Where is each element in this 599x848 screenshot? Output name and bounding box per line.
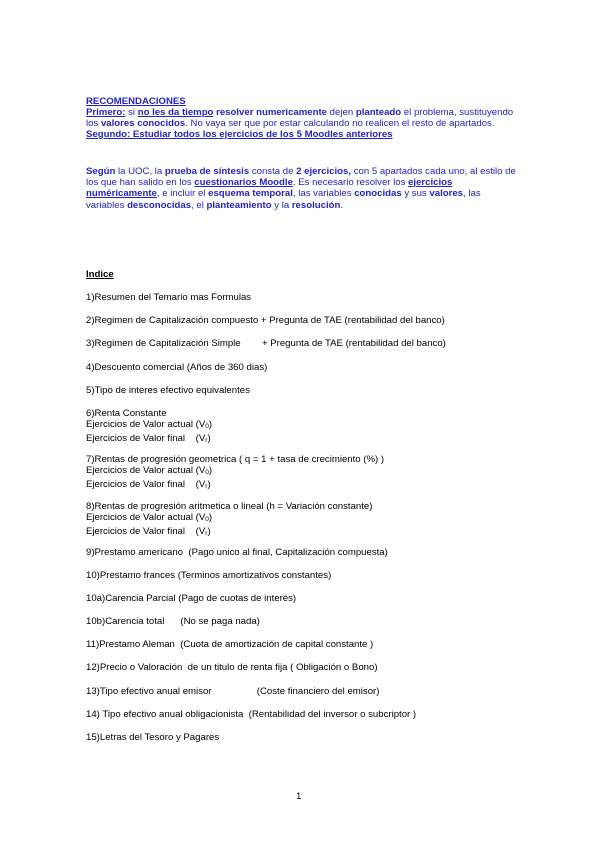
index-item-10: 10)Prestamo frances (Terminos amortizativos constantes)	[86, 570, 332, 581]
index-item-14: 14) Tipo efectivo anual obligacionista (Rentabilidad del inversor o subcriptor )	[86, 709, 417, 720]
page-number: 1	[296, 791, 302, 802]
sub-item-valor-final: Ejercicios de Valor final $(V_r)$	[86, 432, 211, 444]
recommendations-section	[86, 96, 516, 140]
index-title: Indice	[86, 269, 114, 280]
index-item-1: 1)Resumen del Temario mas Formulas	[86, 292, 252, 303]
index-item-8: 8)Rentas de progresión aritmetica o lineal (h = Variación constante) Ejercicios de Valor actual $(V_0)$ Ejercicios de Valor final $(V_r)$	[86, 501, 372, 539]
recommendation-first: Primero: si no les da tiempo resolver numericamente dejen planteado el problema, sustituyendo los valores conocidos. No vaya ser que por estar calculando no realicen el resto de apartados.	[86, 107, 514, 129]
sub-item-valor-actual: Ejercicios de Valor actual $(V_0)$	[86, 465, 213, 477]
index-item-10a: 10a)Carencia Parcial (Pago de cuotas de interés)	[86, 593, 297, 604]
recommendation-second: Segundo: Estudiar todos los ejercicios de los 5 Moodles anteriores	[86, 129, 393, 140]
index-item-5: 5)Tipo de interes efectivo equivalentes	[86, 385, 250, 396]
sub-item-valor-final: Ejercicios de Valor final $(V_r)$	[86, 478, 211, 490]
index-item-4: 4)Descuento comercial (Años de 360 dias)	[86, 362, 268, 373]
uoc-paragraph: Según la UOC, la prueba de síntesis consta de 2 ejercicios, con 5 apartados cada uno, al estilo de los que han salido en los cuestionarios Moodle. Es necesario resolver los ejercicios numéricamente, e incluir el esquema temporal, las variables conocidas y sus valores, las variables desconocidas, el planteamiento y la resolución.	[86, 166, 516, 211]
index-item-11: 11)Prestamo Aleman (Cuota de amortización de capital constante )	[86, 639, 374, 650]
recommendations-heading: RECOMENDACIONES	[86, 96, 186, 107]
sub-item-valor-actual: Ejercicios de Valor actual $(V_0)$	[86, 419, 213, 431]
index-item-13: 13)Tipo efectivo anual emisor (Coste financiero del emisor)	[86, 686, 380, 697]
index-item-9: 9)Prestamo americano (Pago unico al final, Capitalización compuesta)	[86, 547, 388, 558]
sub-item-valor-actual: Ejercicios de Valor actual $(V_0)$	[86, 512, 213, 524]
index-item-15: 15)Letras del Tesoro y Pagares	[86, 732, 220, 743]
index-item-2: 2)Regimen de Capitalización compuesto + Pregunta de TAE (rentabilidad del banco)	[86, 315, 445, 326]
index-item-3: 3)Regimen de Capitalización Simple + Pregunta de TAE (rentabilidad del banco)	[86, 338, 446, 349]
index-item-12: 12)Precio o Valoración de un titulo de renta fija ( Obligación o Bono)	[86, 662, 378, 673]
index-item-10b: 10b)Carencia total (No se paga nada)	[86, 616, 260, 627]
sub-item-valor-final: Ejercicios de Valor final $(V_r)$	[86, 525, 211, 537]
index-item-7: 7)Rentas de progresión geometrica ( q = 1 + tasa de crecimiento (%) ) Ejercicios de Valor actual $(V_0)$ Ejercicios de Valor final $(V_r)$	[86, 454, 384, 492]
index-item-6: 6)Renta Constante Ejercicios de Valor actual $(V_0)$ Ejercicios de Valor final $(V_r)$	[86, 408, 212, 446]
